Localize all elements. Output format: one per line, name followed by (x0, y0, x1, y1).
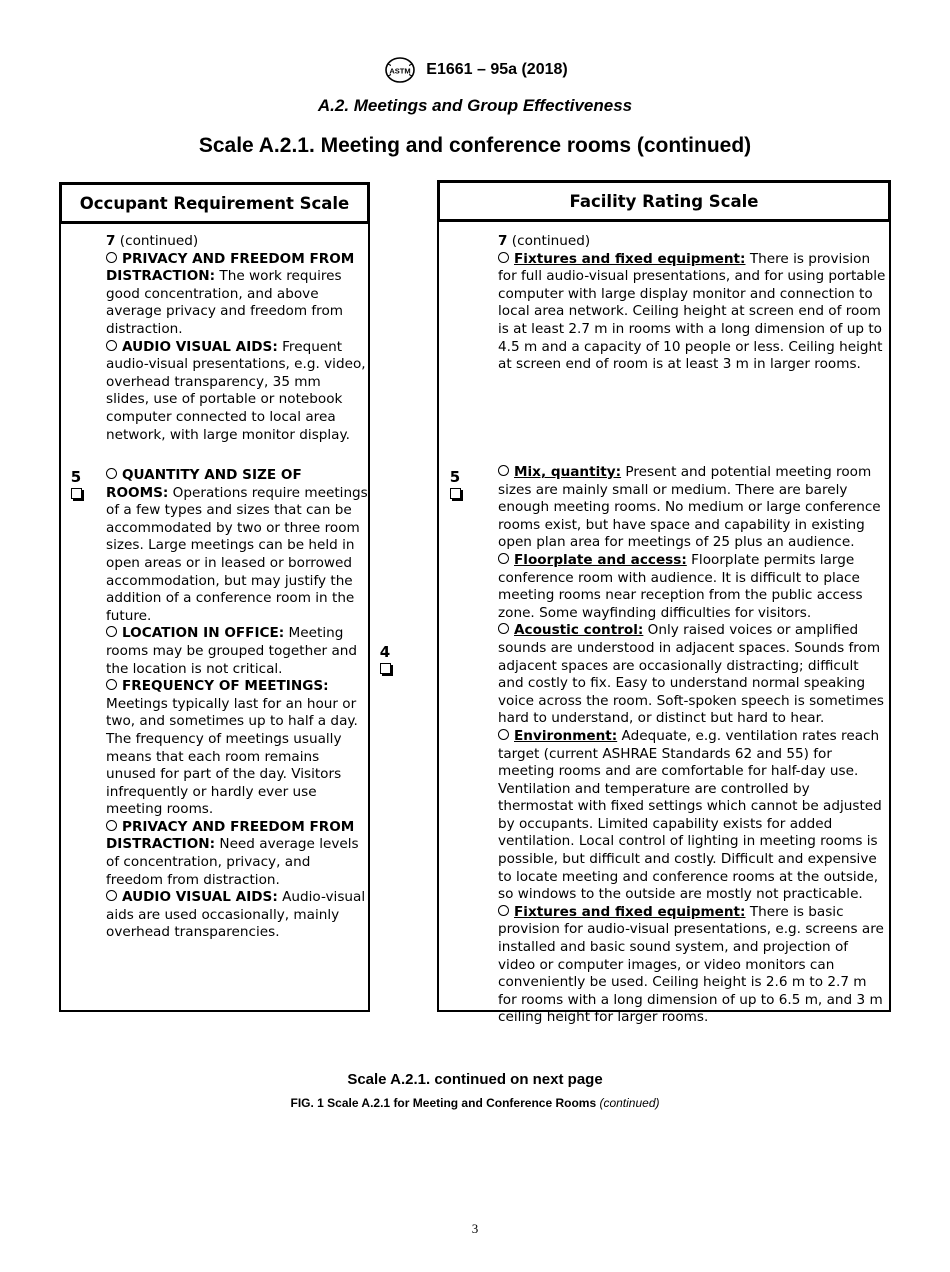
requirement-item: QUANTITY AND SIZE OF ROOMS: Operations require meetings of a few types and sizes that can be accommodated by two or three room sizes. Large meetings can be held in open areas or in leased or borrowed accommodation, but may justify the addition of a conference room in the future. (106, 467, 368, 624)
figure-caption-label: FIG. 1 Scale A.2.1 for Meeting and Conference Rooms (290, 1096, 597, 1110)
rating-item: Environment: Adequate, e.g. ventilation rates reach target (current ASHRAE Standards 62 and 55) for meeting rooms and are comfortable for half-day use. Ventilation and temperature are controlled by thermostat with fixed settings which cannot be adjusted by occupants. Limited capability exists for added ventilation. Local control of lighting in meeting rooms is possible, but difficult and costly. Difficult and expensive to locate meeting and conference rooms at the outside, so windows to the outside are mostly not practicable. (498, 727, 882, 903)
occupant-requirement-heading-text: Occupant Requirement Scale (79, 193, 350, 213)
requirement-item: AUDIO VISUAL AIDS: Audio-visual aids are used occasionally, mainly overhead transparencies. (106, 889, 366, 941)
facility-rating-heading (437, 180, 891, 222)
option-circle-icon (106, 252, 117, 263)
option-circle-icon (106, 468, 117, 479)
occupant-level-5-text (106, 467, 368, 942)
checkbox[interactable] (71, 488, 82, 499)
figure-caption (0, 1096, 950, 1110)
figure-caption-note: (continued) (596, 1096, 660, 1110)
checkbox[interactable] (450, 488, 461, 499)
option-circle-icon (498, 905, 509, 916)
rating-item: Floorplate and access: Floorplate permits large conference room with audience. It is difficult to place meeting rooms near reception from the public access zone. Some wayfinding difficulties for visitors. (498, 551, 863, 621)
option-circle-icon (498, 729, 509, 740)
level-number: 5 (449, 468, 461, 486)
continued-note: (continued) (507, 233, 591, 249)
option-circle-icon (106, 340, 117, 351)
occupant-level-5-marker (65, 468, 87, 499)
middle-level-4-marker (374, 643, 396, 674)
continued-note-footer: Scale A.2.1. continued on next page (347, 1071, 603, 1088)
facility-rating-heading-text: Facility Rating Scale (569, 191, 759, 211)
section-title: A.2. Meetings and Group Effectiveness (317, 96, 633, 115)
option-circle-icon (498, 553, 509, 564)
level-number: 5 (70, 468, 82, 486)
rating-item: Fixtures and fixed equipment: There is provision for full audio-visual presentations, and for using portable computer with large display monitor and connection to local area network. Ceiling height at screen end of room is at least 2.7 m in rooms with a long dimension of up to 4.5 m and a capacity of 10 people or less. Ceiling height at screen end of room is at least 3 m in larger rooms. (498, 250, 886, 373)
page-number: 3 (471, 1221, 479, 1236)
rating-item: Fixtures and fixed equipment: There is basic provision for audio-visual presentations, e.g. screens are installed and basic sound system, and projection of video or computer images, or video monitors can conveniently be used. Ceiling height is 2.6 m to 2.7 m for rooms with a long dimension of up to 6.5 m, and 3 m ceiling height for larger rooms. (498, 903, 884, 1026)
rating-item: Mix, quantity: Present and potential meeting room sizes are mainly small or medium. There are barely enough meeting rooms. No medium or large conference rooms exist, but have space and capability in existing open plan area for meetings of 25 plus an audience. (498, 464, 881, 551)
facility-level-7-text (498, 233, 888, 374)
option-circle-icon (106, 626, 117, 637)
option-circle-icon (106, 679, 117, 690)
standard-designation: E1661 – 95a (2018) (426, 61, 568, 78)
option-circle-icon (498, 623, 509, 634)
level-number: 7 (106, 233, 116, 249)
astm-logo-icon (382, 56, 418, 84)
requirement-item: AUDIO VISUAL AIDS: Frequent audio-visual presentations, e.g. video, overhead transparency, 35 mm slides, use of portable or notebook computer connected to local area network, with large monitor display. (106, 338, 366, 443)
requirement-item: PRIVACY AND FREEDOM FROM DISTRACTION: The work requires good concentration, and above average privacy and freedom from distraction. (106, 250, 355, 337)
option-circle-icon (498, 465, 509, 476)
option-circle-icon (498, 252, 509, 263)
svg-text:ASTM: ASTM (389, 66, 411, 76)
continued-note: (continued) (115, 233, 199, 249)
occupant-requirement-heading (59, 182, 370, 224)
level-number: 4 (379, 643, 391, 661)
checkbox[interactable] (380, 663, 391, 674)
requirement-item: LOCATION IN OFFICE: Meeting rooms may be grouped together and the location is not critical. (106, 625, 358, 677)
option-circle-icon (106, 820, 117, 831)
scale-title: Scale A.2.1. Meeting and conference rooms (continued) (198, 134, 752, 157)
requirement-item: PRIVACY AND FREEDOM FROM DISTRACTION: Need average levels of concentration, privacy, and freedom from distraction. (106, 818, 359, 888)
requirement-item: FREQUENCY OF MEETINGS: Meetings typically last for an hour or two, and sometimes up to half a day. The frequency of meetings usually means that each room remains unused for part of the day. Visitors infrequently or hardly ever use meeting rooms. (106, 678, 358, 818)
facility-level-5-marker (444, 468, 466, 499)
occupant-level-7-text (106, 233, 368, 444)
rating-item: Acoustic control: Only raised voices or amplified sounds are understood in adjacent spaces. Sounds from adjacent spaces are occasionally distracting; difficult and costly to fix. Easy to understand normal speaking voice across the room. Soft-spoken speech is sometimes hard to understand, or distinct but hard to hear. (498, 622, 884, 727)
facility-level-5-text (498, 464, 888, 1027)
document-header (0, 56, 950, 84)
level-number: 7 (498, 233, 508, 249)
option-circle-icon (106, 890, 117, 901)
